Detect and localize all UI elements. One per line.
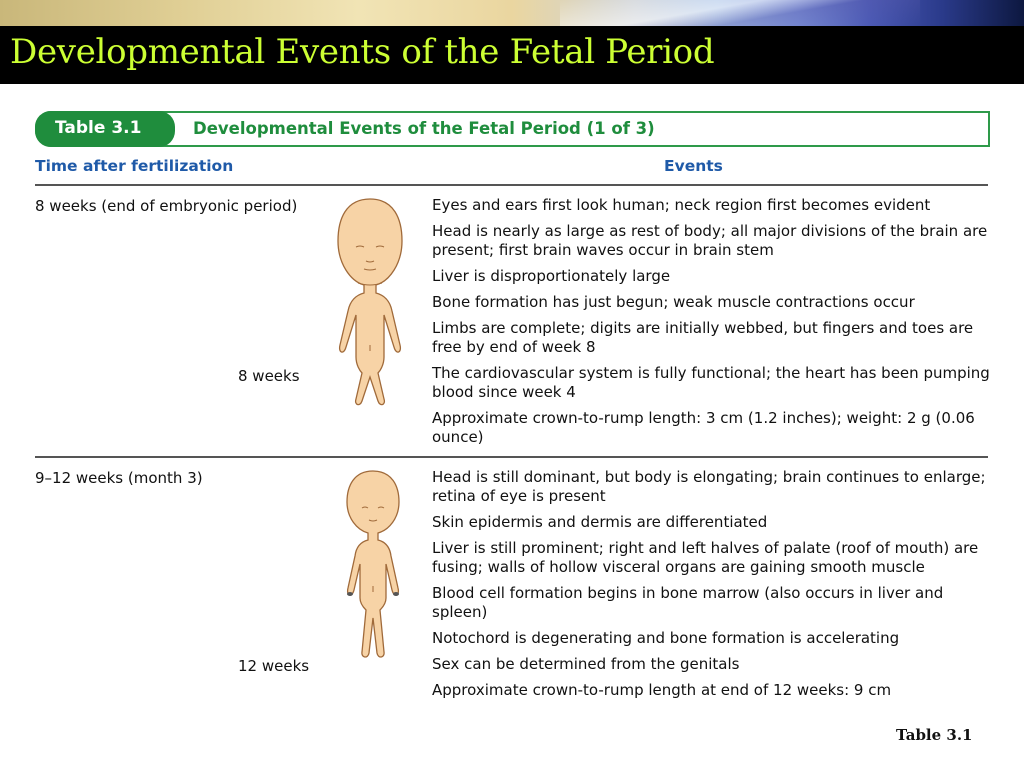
figure-label-12-weeks: 12 weeks [238, 657, 310, 675]
table-number-badge: Table 3.1 [35, 111, 175, 147]
events-list-8-weeks [432, 196, 992, 447]
event-item: Sex can be determined from the genitals [432, 655, 740, 673]
figure-label-8-weeks: 8 weeks [238, 367, 300, 385]
event-item: Limbs are complete; digits are initially webbed, but fingers and toes are free by end of week 8 [432, 319, 974, 356]
event-item: Blood cell formation begins in bone marrow (also occurs in liver and spleen) [432, 584, 944, 621]
events-list-12-weeks [432, 468, 992, 700]
row-time-9-12-weeks: 9–12 weeks (month 3) [35, 469, 203, 487]
event-item: Bone formation has just begun; weak muscle contractions occur [432, 293, 915, 311]
column-header-time: Time after fertilization [35, 157, 234, 175]
fetus-12-weeks-illustration [340, 468, 406, 664]
row-time-8-weeks: 8 weeks (end of embryonic period) [35, 197, 298, 215]
event-item: Head is nearly as large as rest of body; all major divisions of the brain are present; first brain waves occur in brain stem [432, 222, 988, 259]
slide-footer-label: Table 3.1 [896, 726, 973, 744]
event-item: Liver is still prominent; right and left halves of palate (roof of mouth) are fusing; walls of hollow visceral organs are gaining smooth muscle [432, 539, 979, 576]
decorative-banner [0, 0, 1024, 26]
event-item: Head is still dominant, but body is elongating; brain continues to enlarge; retina of eye is present [432, 468, 986, 505]
row-divider [35, 456, 988, 458]
event-item: Notochord is degenerating and bone formation is accelerating [432, 629, 900, 647]
table-caption: Developmental Events of the Fetal Period (1 of 3) [193, 119, 655, 138]
header-divider [35, 184, 988, 186]
event-item: Approximate crown-to-rump length: 3 cm (1.2 inches); weight: 2 g (0.06 ounce) [432, 409, 975, 446]
event-item: Skin epidermis and dermis are differentiated [432, 513, 768, 531]
event-item: Liver is disproportionately large [432, 267, 671, 285]
banner-stripe [560, 0, 920, 26]
slide-title: Developmental Events of the Fetal Period [10, 32, 715, 72]
column-header-events: Events [664, 157, 723, 175]
fetus-8-weeks-illustration [330, 195, 410, 415]
event-item: The cardiovascular system is fully functional; the heart has been pumping blood since week 4 [432, 364, 990, 401]
event-item: Eyes and ears first look human; neck region first becomes evident [432, 196, 931, 214]
event-item: Approximate crown-to-rump length at end of 12 weeks: 9 cm [432, 681, 892, 699]
